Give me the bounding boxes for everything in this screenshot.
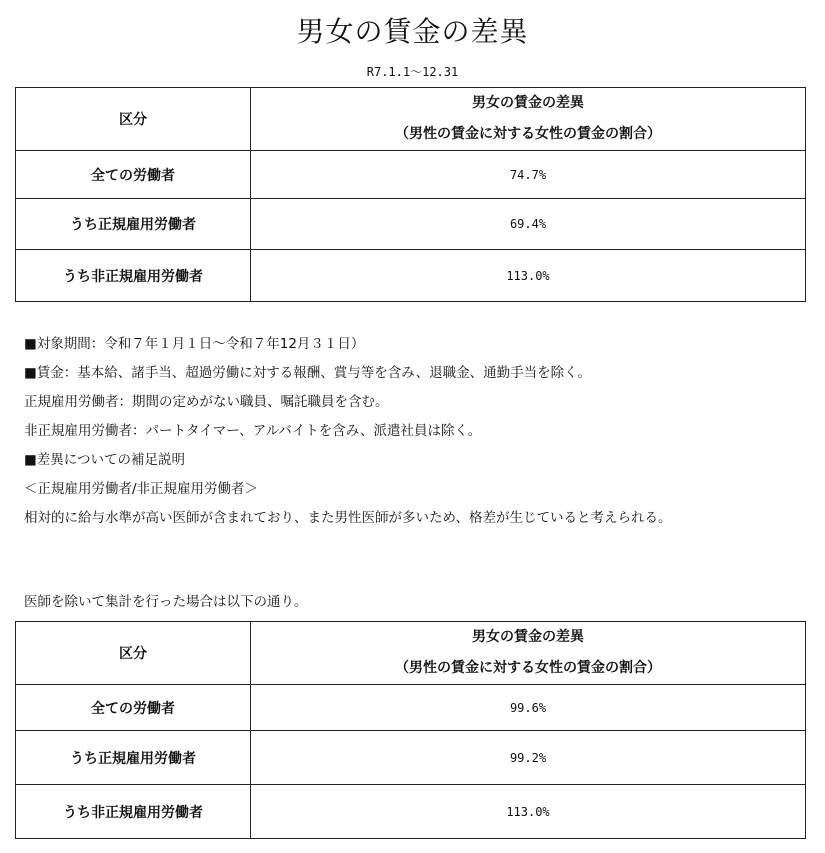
row-category: 全ての労働者 <box>16 151 251 199</box>
row-category: うち非正規雇用労働者 <box>16 250 251 302</box>
header-metric <box>251 88 806 151</box>
table-row <box>16 199 806 250</box>
row-value: 99.2% <box>251 731 806 785</box>
header-category: 区分 <box>16 88 251 151</box>
header-metric <box>251 622 806 685</box>
wage-gap-table-excluding-doctors <box>15 621 806 839</box>
row-value: 69.4% <box>251 199 806 250</box>
row-category: うち非正規雇用労働者 <box>16 785 251 839</box>
note-supplement-text: 相対的に給与水準が高い医師が含まれており、また男性医師が多いため、格差が生じていると考えられる。 <box>24 510 672 526</box>
table-row <box>16 785 806 839</box>
row-category: うち正規雇用労働者 <box>16 731 251 785</box>
table-row <box>16 731 806 785</box>
row-value: 99.6% <box>251 685 806 731</box>
row-category: うち正規雇用労働者 <box>16 199 251 250</box>
row-category: 全ての労働者 <box>16 685 251 731</box>
excluding-doctors-intro: 医師を除いて集計を行った場合は以下の通り。 <box>24 594 308 610</box>
table-row <box>16 685 806 731</box>
note-supplement-subheading: ＜正規雇用労働者/非正規雇用労働者＞ <box>24 481 259 497</box>
period-label: R7.1.1～12.31 <box>366 65 459 79</box>
header-category: 区分 <box>16 622 251 685</box>
row-value: 74.7% <box>251 151 806 199</box>
note-nonregular-definition: 非正規雇用労働者：パートタイマー、アルバイトを含み、派遣社員は除く。 <box>24 423 482 439</box>
notes-section <box>24 330 814 533</box>
table-row <box>16 250 806 302</box>
header-metric-line2: （男性の賃金に対する女性の賃金の割合） <box>395 126 661 142</box>
wage-gap-table <box>15 87 806 302</box>
row-value: 113.0% <box>251 785 806 839</box>
table-row <box>16 151 806 199</box>
header-metric-line1: 男女の賃金の差異 <box>472 95 584 111</box>
note-period: ■対象期間：令和７年１月１日～令和７年12月３１日） <box>24 336 365 352</box>
note-supplement-heading: ■差異についての補足説明 <box>24 452 185 468</box>
table-header-row <box>16 88 806 151</box>
row-value: 113.0% <box>251 250 806 302</box>
document-title: 男女の賃金の差異 <box>296 15 529 48</box>
note-regular-definition: 正規雇用労働者：期間の定めがない職員、嘱託職員を含む。 <box>24 394 389 410</box>
note-wage-definition: ■賃金：基本給、諸手当、超過労働に対する報酬、賞与等を含み、退職金、通勤手当を除く。 <box>24 365 591 381</box>
header-metric-line1: 男女の賃金の差異 <box>472 629 584 645</box>
header-metric-line2: （男性の賃金に対する女性の賃金の割合） <box>395 660 661 676</box>
table-header-row <box>16 622 806 685</box>
